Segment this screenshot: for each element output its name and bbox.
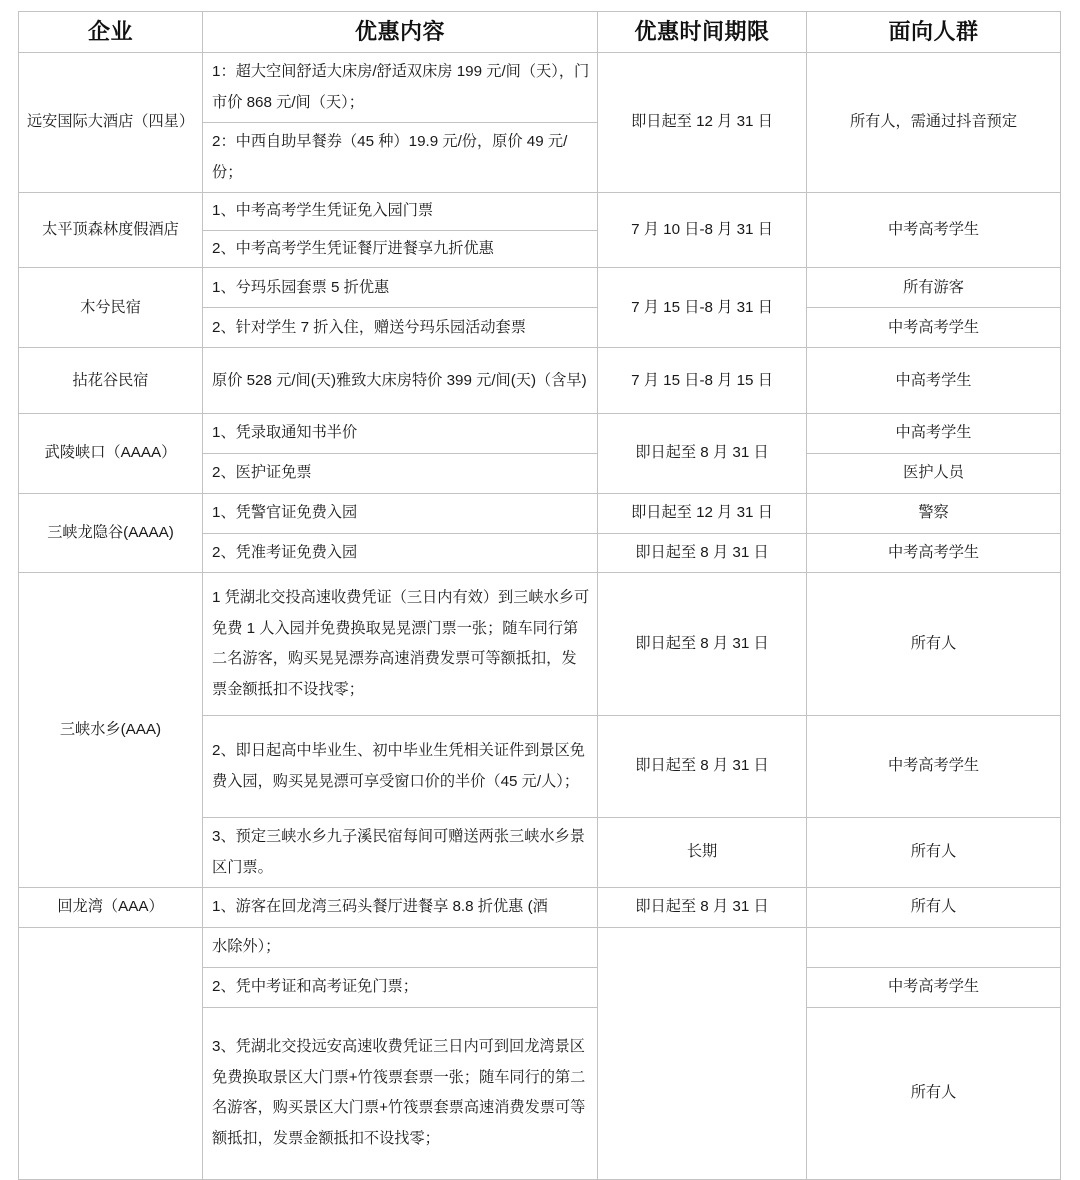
cell-content-sanxialongyingu-2: 2、凭准考证免费入园 (203, 533, 598, 573)
cell-audience-sanxiashuixiang-3: 所有人 (807, 818, 1061, 888)
table-row (19, 414, 1061, 454)
table-body (19, 53, 1061, 1180)
cell-audience-taipingding: 中考高考学生 (807, 193, 1061, 268)
cell-content-huilongwan-3: 2、凭中考证和高考证免门票； (203, 967, 598, 1007)
cell-company-sanxiashuixiang: 三峡水乡(AAA) (19, 573, 203, 888)
cell-audience-sanxiashuixiang-1: 所有人 (807, 573, 1061, 716)
cell-company-yuanan: 远安国际大酒店（四星） (19, 53, 203, 193)
cell-content-wulingxiakou-1: 1、凭录取通知书半价 (203, 414, 598, 454)
cell-audience-wulingxiakou-1: 中高考学生 (807, 414, 1061, 454)
cell-content-huilongwan-1: 1、游客在回龙湾三码头餐厅进餐享 8.8 折优惠 (酒 (203, 888, 598, 928)
cell-audience-wulingxiakou-2: 医护人员 (807, 454, 1061, 494)
cell-audience-huilongwan-2: 中考高考学生 (807, 967, 1061, 1007)
cell-audience-yuanan: 所有人，需通过抖音预定 (807, 53, 1061, 193)
table-row (19, 573, 1061, 716)
cell-audience-muxi-2: 中考高考学生 (807, 308, 1061, 348)
cell-audience-nianhuagu: 中高考学生 (807, 348, 1061, 414)
cell-content-taipingding-2: 2、中考高考学生凭证餐厅进餐享九折优惠 (203, 230, 598, 268)
cell-audience-huilongwan-3: 所有人 (807, 1007, 1061, 1179)
cell-content-sanxiashuixiang-1: 1 凭湖北交投高速收费凭证（三日内有效）到三峡水乡可免费 1 人入园并免费换取晃晃漂门票一张；随车同行第二名游客，购买晃晃漂券高速消费发票可等额抵扣，发票金额抵扣不设找零； (203, 573, 598, 716)
cell-company-nianhuagu: 拈花谷民宿 (19, 348, 203, 414)
promotions-table (18, 11, 1061, 1180)
cell-audience-huilongwan-1: 所有人 (807, 888, 1061, 928)
table-row (19, 53, 1061, 123)
cell-company-muxi: 木兮民宿 (19, 268, 203, 348)
cell-content-huilongwan-2: 水除外）； (203, 927, 598, 967)
cell-period-huilongwan-empty (598, 927, 807, 1179)
column-header-audience: 面向人群 (807, 12, 1061, 53)
cell-company-sanxialongyingu: 三峡龙隐谷(AAAA) (19, 493, 203, 572)
cell-content-sanxiashuixiang-2: 2、即日起高中毕业生、初中毕业生凭相关证件到景区免费入园，购买晃晃漂可享受窗口价的半价（45 元/人）； (203, 716, 598, 818)
cell-content-sanxialongyingu-1: 1、凭警官证免费入园 (203, 493, 598, 533)
cell-period-sanxiashuixiang-1: 即日起至 8 月 31 日 (598, 573, 807, 716)
cell-period-taipingding: 7 月 10 日-8 月 31 日 (598, 193, 807, 268)
cell-period-huilongwan-1: 即日起至 8 月 31 日 (598, 888, 807, 928)
table-header-row (19, 12, 1061, 53)
cell-company-huilongwan-empty (19, 927, 203, 1179)
cell-audience-muxi-1: 所有游客 (807, 268, 1061, 308)
table-row (19, 268, 1061, 308)
cell-content-taipingding-1: 1、中考高考学生凭证免入园门票 (203, 193, 598, 231)
cell-audience-huilongwan-empty-top (807, 927, 1061, 967)
column-header-content: 优惠内容 (203, 12, 598, 53)
cell-company-wulingxiakou: 武陵峡口（AAAA） (19, 414, 203, 493)
cell-content-huilongwan-4: 3、凭湖北交投远安高速收费凭证三日内可到回龙湾景区免费换取景区大门票+竹筏票套票一张；随车同行的第二名游客，购买景区大门票+竹筏票套票高速消费发票可等额抵扣，发票金额抵扣不设找零； (203, 1007, 598, 1179)
cell-period-sanxiashuixiang-2: 即日起至 8 月 31 日 (598, 716, 807, 818)
cell-company-huilongwan: 回龙湾（AAA） (19, 888, 203, 928)
cell-content-yuanan-1: 1：超大空间舒适大床房/舒适双床房 199 元/间（天），门市价 868 元/间（天）； (203, 53, 598, 123)
column-header-period: 优惠时间期限 (598, 12, 807, 53)
table-header (19, 12, 1061, 53)
cell-content-yuanan-2: 2：中西自助早餐券（45 种）19.9 元/份，原价 49 元/份； (203, 123, 598, 193)
table-row (19, 493, 1061, 533)
cell-audience-sanxialongyingu-1: 警察 (807, 493, 1061, 533)
cell-period-wulingxiakou: 即日起至 8 月 31 日 (598, 414, 807, 493)
column-header-company: 企业 (19, 12, 203, 53)
table-row (19, 927, 1061, 967)
table-row (19, 193, 1061, 231)
cell-period-sanxialongyingu-1: 即日起至 12 月 31 日 (598, 493, 807, 533)
cell-period-nianhuagu: 7 月 15 日-8 月 15 日 (598, 348, 807, 414)
cell-period-sanxiashuixiang-3: 长期 (598, 818, 807, 888)
table-row (19, 348, 1061, 414)
cell-period-sanxialongyingu-2: 即日起至 8 月 31 日 (598, 533, 807, 573)
table-row (19, 888, 1061, 928)
cell-period-muxi: 7 月 15 日-8 月 31 日 (598, 268, 807, 348)
cell-content-nianhuagu: 原价 528 元/间(天)雅致大床房特价 399 元/间(天)（含早) (203, 348, 598, 414)
cell-audience-sanxialongyingu-2: 中考高考学生 (807, 533, 1061, 573)
cell-content-muxi-2: 2、针对学生 7 折入住，赠送兮玛乐园活动套票 (203, 308, 598, 348)
cell-period-yuanan: 即日起至 12 月 31 日 (598, 53, 807, 193)
cell-audience-sanxiashuixiang-2: 中考高考学生 (807, 716, 1061, 818)
cell-company-taipingding: 太平顶森林度假酒店 (19, 193, 203, 268)
cell-content-sanxiashuixiang-3: 3、预定三峡水乡九子溪民宿每间可赠送两张三峡水乡景区门票。 (203, 818, 598, 888)
cell-content-muxi-1: 1、兮玛乐园套票 5 折优惠 (203, 268, 598, 308)
cell-content-wulingxiakou-2: 2、医护证免票 (203, 454, 598, 494)
